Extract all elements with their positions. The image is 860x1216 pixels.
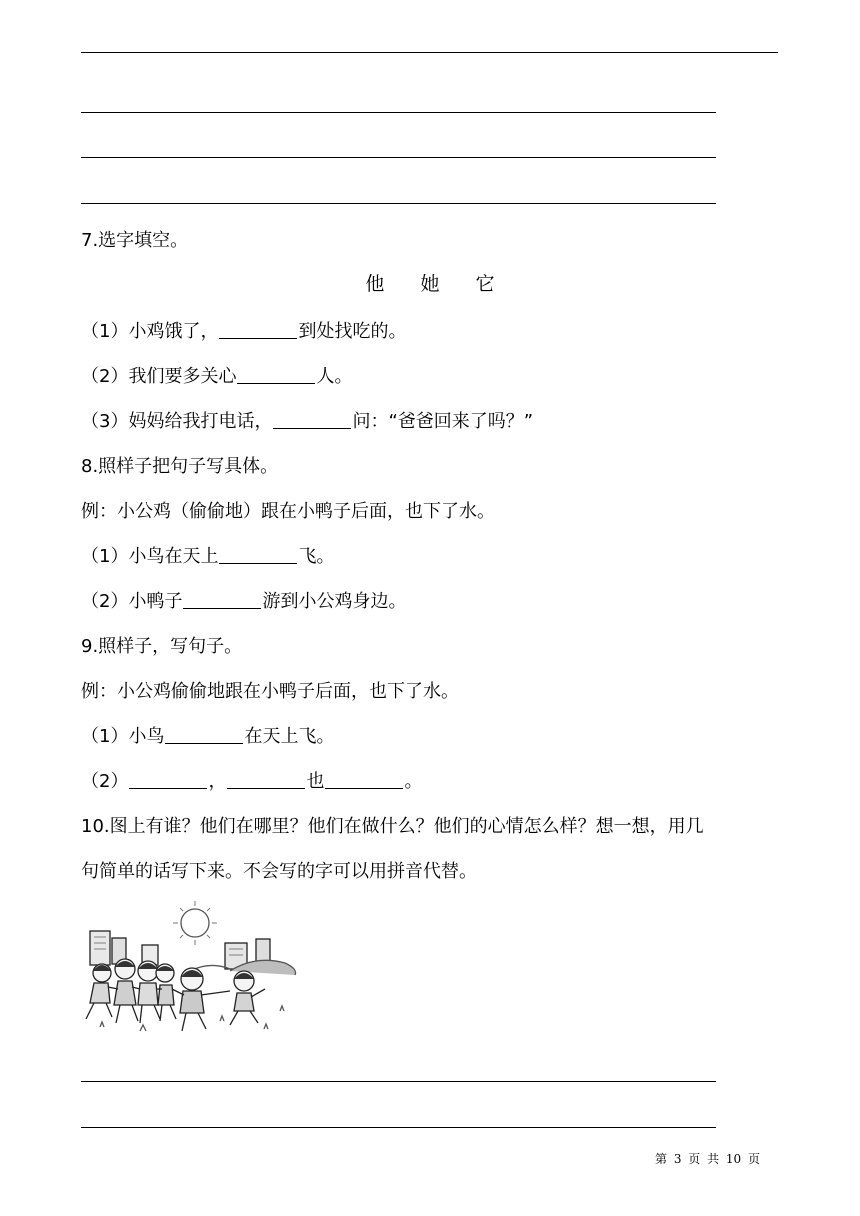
- answer-line[interactable]: [81, 157, 716, 158]
- connector-ye: 也: [306, 771, 325, 792]
- fill-blank[interactable]: [219, 320, 297, 339]
- item-prefix: （1）小鸟: [81, 726, 165, 747]
- q8-title: 8.照样子把句子写具体。: [81, 456, 279, 477]
- q7-choices: [0, 272, 860, 296]
- q7-title: 7.选字填空。: [81, 230, 189, 251]
- item-suffix: 在天上飞。: [244, 726, 335, 747]
- item-prefix: （2）: [81, 771, 129, 792]
- choice-ta-he: 他: [365, 273, 385, 295]
- q8-example: 例：小公鸡（偷偷地）跟在小鸭子后面，也下了水。: [81, 501, 495, 522]
- q9-example: 例：小公鸡偷偷地跟在小鸭子后面，也下了水。: [81, 681, 459, 702]
- choice-ta-she: 她: [420, 273, 440, 295]
- fill-blank[interactable]: [219, 545, 297, 564]
- fill-blank[interactable]: [183, 590, 261, 609]
- q10-prompt-line-2: 句简单的话写下来。不会写的字可以用拼音代替。: [81, 861, 477, 882]
- fill-blank[interactable]: [227, 770, 305, 789]
- q9-title: 9.照样子，写句子。: [81, 636, 243, 657]
- item-suffix: 人。: [316, 366, 353, 387]
- children-playing-illustration: [80, 893, 300, 1043]
- item-suffix: 游到小公鸡身边。: [262, 591, 407, 612]
- q10-prompt-line-1: 10.图上有谁？他们在哪里？他们在做什么？他们的心情怎么样？想一想，用几: [81, 816, 704, 837]
- comma: ，: [208, 771, 227, 792]
- answer-line[interactable]: [81, 1081, 716, 1082]
- fill-blank[interactable]: [273, 410, 351, 429]
- item-suffix: 问：“爸爸回来了吗？”: [352, 411, 534, 432]
- answer-line[interactable]: [81, 203, 716, 204]
- item-suffix: 飞。: [298, 546, 335, 567]
- fill-blank[interactable]: [237, 365, 315, 384]
- fill-blank[interactable]: [165, 725, 243, 744]
- page-number: 第 3 页 共 10 页: [655, 1152, 760, 1166]
- q8-item-1: [81, 545, 334, 569]
- item-suffix: 到处找吃的。: [298, 321, 407, 342]
- fill-blank[interactable]: [129, 770, 207, 789]
- answer-line-top[interactable]: [81, 52, 778, 53]
- answer-line[interactable]: [81, 112, 716, 113]
- item-prefix: （2）我们要多关心: [81, 366, 237, 387]
- item-prefix: （1）小鸡饿了，: [81, 321, 219, 342]
- q9-item-2: [81, 770, 422, 794]
- answer-line[interactable]: [81, 1127, 716, 1128]
- item-prefix: （3）妈妈给我打电话，: [81, 411, 273, 432]
- fill-blank[interactable]: [325, 770, 403, 789]
- q8-item-2: [81, 590, 406, 614]
- item-prefix: （2）小鸭子: [81, 591, 183, 612]
- q7-item-1: [81, 320, 406, 344]
- period: 。: [404, 771, 423, 792]
- choice-ta-it: 它: [475, 273, 495, 295]
- q7-item-3: [81, 410, 533, 434]
- q9-item-1: [81, 725, 334, 749]
- item-prefix: （1）小鸟在天上: [81, 546, 219, 567]
- q7-item-2: [81, 365, 352, 389]
